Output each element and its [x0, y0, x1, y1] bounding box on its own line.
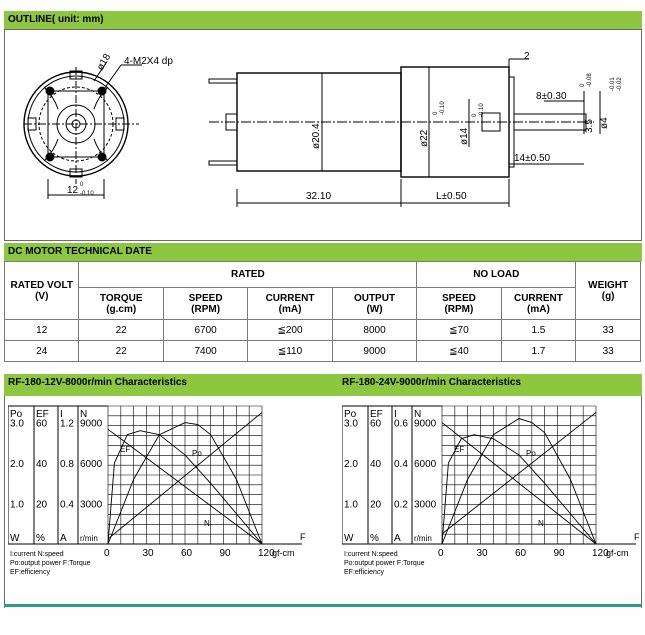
- dim-phi4-low: -0.02: [617, 77, 623, 91]
- chart-axis-value: 40: [36, 459, 48, 471]
- chart-legend-line: I:current N:speed: [10, 551, 64, 558]
- dim-phi18: ø18: [95, 52, 114, 73]
- chart-column-label: EF: [36, 409, 49, 420]
- dim-w12-up: 0: [80, 182, 84, 188]
- cell-volt: 12: [5, 320, 79, 341]
- dim-d35: 3.5: [584, 119, 595, 133]
- cell-output: 9000: [332, 341, 416, 362]
- cell-weight: 33: [576, 320, 641, 341]
- chart-axis-value: 3.0: [10, 418, 24, 430]
- chart-axis-value: 3000: [80, 499, 103, 511]
- chart-x-tick: 0: [438, 548, 444, 559]
- chart-axis-value: 2.0: [10, 459, 24, 471]
- hdr-torque: TORQUE (g.cm): [79, 288, 163, 320]
- dim-phi22-up: 0: [433, 111, 439, 115]
- chart-2: [342, 398, 640, 578]
- chart-axis-value: 0.6: [394, 418, 408, 430]
- dim-d8: 8±0.30: [536, 91, 567, 102]
- chart-axis-value: 0.4: [60, 499, 74, 511]
- chart-legend-line: I:current N:speed: [344, 551, 398, 558]
- chart-x-tick: 120: [258, 548, 275, 559]
- chart-column-label: N: [414, 409, 422, 420]
- cell-current: ≦110: [248, 341, 333, 362]
- chart-x-tick: 60: [181, 548, 193, 559]
- chart-unit-label: A: [394, 533, 401, 544]
- cell-nl-speed: ≦40: [417, 341, 501, 362]
- dim-phi4: ø4: [599, 117, 610, 129]
- spec-table: [4, 261, 641, 362]
- dim-d35-low: -0.08: [587, 73, 593, 87]
- chart-x-tick: 30: [476, 548, 488, 559]
- dim-w12: 12: [67, 185, 79, 196]
- bottom-rule: [4, 604, 642, 607]
- chart-unit-label: r/min: [414, 534, 432, 543]
- chart-x-unit: gf-cm: [272, 548, 295, 558]
- chart-unit-label: %: [36, 533, 45, 544]
- cell-speed: 7400: [163, 341, 247, 362]
- chart-axis-value: 60: [36, 418, 48, 430]
- dim-d14: 14±0.50: [514, 153, 551, 164]
- chart-axis-value: 3000: [414, 499, 437, 511]
- outline-drawing: [4, 29, 642, 241]
- hdr-output: OUTPUT (W): [332, 288, 416, 320]
- chart-curve-label: EF: [120, 445, 131, 454]
- tech-title: DC MOTOR TECHNICAL DATE: [4, 243, 642, 261]
- dim-phi22-low: -0.10: [440, 101, 446, 115]
- chart-axis-value: 3.0: [344, 418, 358, 430]
- chart-axis-value: 9000: [414, 418, 437, 430]
- chart-column-label: I: [60, 409, 63, 420]
- chart-x-tick: 0: [104, 548, 110, 559]
- table-row: [5, 320, 641, 341]
- chart-column-label: Po: [10, 409, 23, 420]
- chart-curve-label: Po: [192, 449, 202, 458]
- hdr-weight: WEIGHT (g): [576, 262, 641, 320]
- chart-x-tick: 90: [553, 548, 565, 559]
- table-row: [5, 341, 641, 362]
- chart-curve-label: Po: [526, 449, 536, 458]
- chart-x-tick: 60: [515, 548, 527, 559]
- chart-axis-value: 0.8: [60, 459, 74, 471]
- dim-phi14-up: 0: [472, 113, 478, 117]
- chart-axis-value: 20: [36, 499, 48, 511]
- chart-2-title: RF-180-24V-9000r/min Characteristics: [342, 377, 521, 388]
- chart-axis-value: 6000: [414, 459, 437, 471]
- hdr-rated-volt: RATED VOLT (V): [5, 262, 79, 320]
- chart-legend-line: EF:efficiency: [344, 569, 384, 576]
- chart-unit-label: W: [344, 533, 354, 544]
- chart-unit-label: W: [10, 533, 20, 544]
- dim-d2: 2: [524, 51, 530, 62]
- chart-x-tick: 120: [592, 548, 609, 559]
- chart-unit-label: r/min: [80, 534, 98, 543]
- cell-volt: 24: [5, 341, 79, 362]
- chart-x-tick: 30: [142, 548, 154, 559]
- chart-axis-value: 40: [370, 459, 382, 471]
- chart-unit-label: %: [370, 533, 379, 544]
- chart-legend-line: EF:efficiency: [10, 569, 50, 576]
- cell-current: ≦200: [248, 320, 333, 341]
- outline-title: OUTLINE( unit: mm): [4, 11, 642, 29]
- chart-column-label: EF: [370, 409, 383, 420]
- chart-axis-value: 0.2: [394, 499, 408, 511]
- chart-axis-value: 1.0: [10, 499, 24, 511]
- hdr-nl-current: CURRENT (mA): [501, 288, 576, 320]
- chart-x-unit: gf-cm: [606, 548, 629, 558]
- hdr-no-load: NO LOAD: [417, 262, 576, 288]
- chart-legend-line: Po:output power F:Torque: [344, 560, 425, 567]
- chart-axis-value: 6000: [80, 459, 103, 471]
- chart-axis-value: 20: [370, 499, 382, 511]
- hdr-rated: RATED: [79, 262, 417, 288]
- chart-axis-value: 2.0: [344, 459, 358, 471]
- dim-phi14: ø14: [459, 127, 470, 145]
- cell-nl-speed: ≦70: [417, 320, 501, 341]
- dim-phi22: ø22: [419, 129, 430, 147]
- hdr-speed: SPEED (RPM): [163, 288, 247, 320]
- chart-x-axis-letter: F: [634, 532, 640, 542]
- cell-nl-current: 1.5: [501, 320, 576, 341]
- cell-nl-current: 1.7: [501, 341, 576, 362]
- hdr-current: CURRENT (mA): [248, 288, 333, 320]
- dim-phi20: ø20.4: [311, 123, 322, 149]
- hdr-nl-speed: SPEED (RPM): [417, 288, 501, 320]
- dim-holes: 4-M2X4 dp: [124, 56, 173, 67]
- chart-axis-value: 0.4: [394, 459, 408, 471]
- chart-axis-value: 60: [370, 418, 382, 430]
- chart-axis-value: 1.0: [344, 499, 358, 511]
- cell-output: 8000: [332, 320, 416, 341]
- cell-weight: 33: [576, 341, 641, 362]
- chart-x-axis-letter: F: [300, 532, 306, 542]
- dim-dL: L±0.50: [436, 191, 467, 202]
- chart-column-label: I: [394, 409, 397, 420]
- chart-column-label: Po: [344, 409, 357, 420]
- chart-axis-value: 1.2: [60, 418, 74, 430]
- dim-w12-low: -0.10: [80, 191, 94, 197]
- chart-curve-label: EF: [454, 445, 465, 454]
- dim-d3210: 32.10: [306, 191, 332, 202]
- chart-curve-label: N: [538, 519, 544, 528]
- chart-unit-label: A: [60, 533, 67, 544]
- chart-legend-line: Po:output power F:Torque: [10, 560, 91, 567]
- cell-torque: 22: [79, 320, 163, 341]
- chart-curve-label: N: [204, 519, 210, 528]
- front-view: [24, 63, 142, 199]
- cell-speed: 6700: [163, 320, 247, 341]
- dim-phi4-up: -0.01: [610, 77, 616, 91]
- dim-d35-up: 0: [580, 83, 586, 87]
- chart-column-label: N: [80, 409, 88, 420]
- chart-x-tick: 90: [219, 548, 231, 559]
- cell-torque: 22: [79, 341, 163, 362]
- chart-1-title: RF-180-12V-8000r/min Characteristics: [8, 377, 187, 388]
- chart-axis-value: 9000: [80, 418, 103, 430]
- chart-1: [8, 398, 320, 578]
- dim-phi14-low: -0.10: [479, 103, 485, 117]
- side-view: [209, 59, 600, 207]
